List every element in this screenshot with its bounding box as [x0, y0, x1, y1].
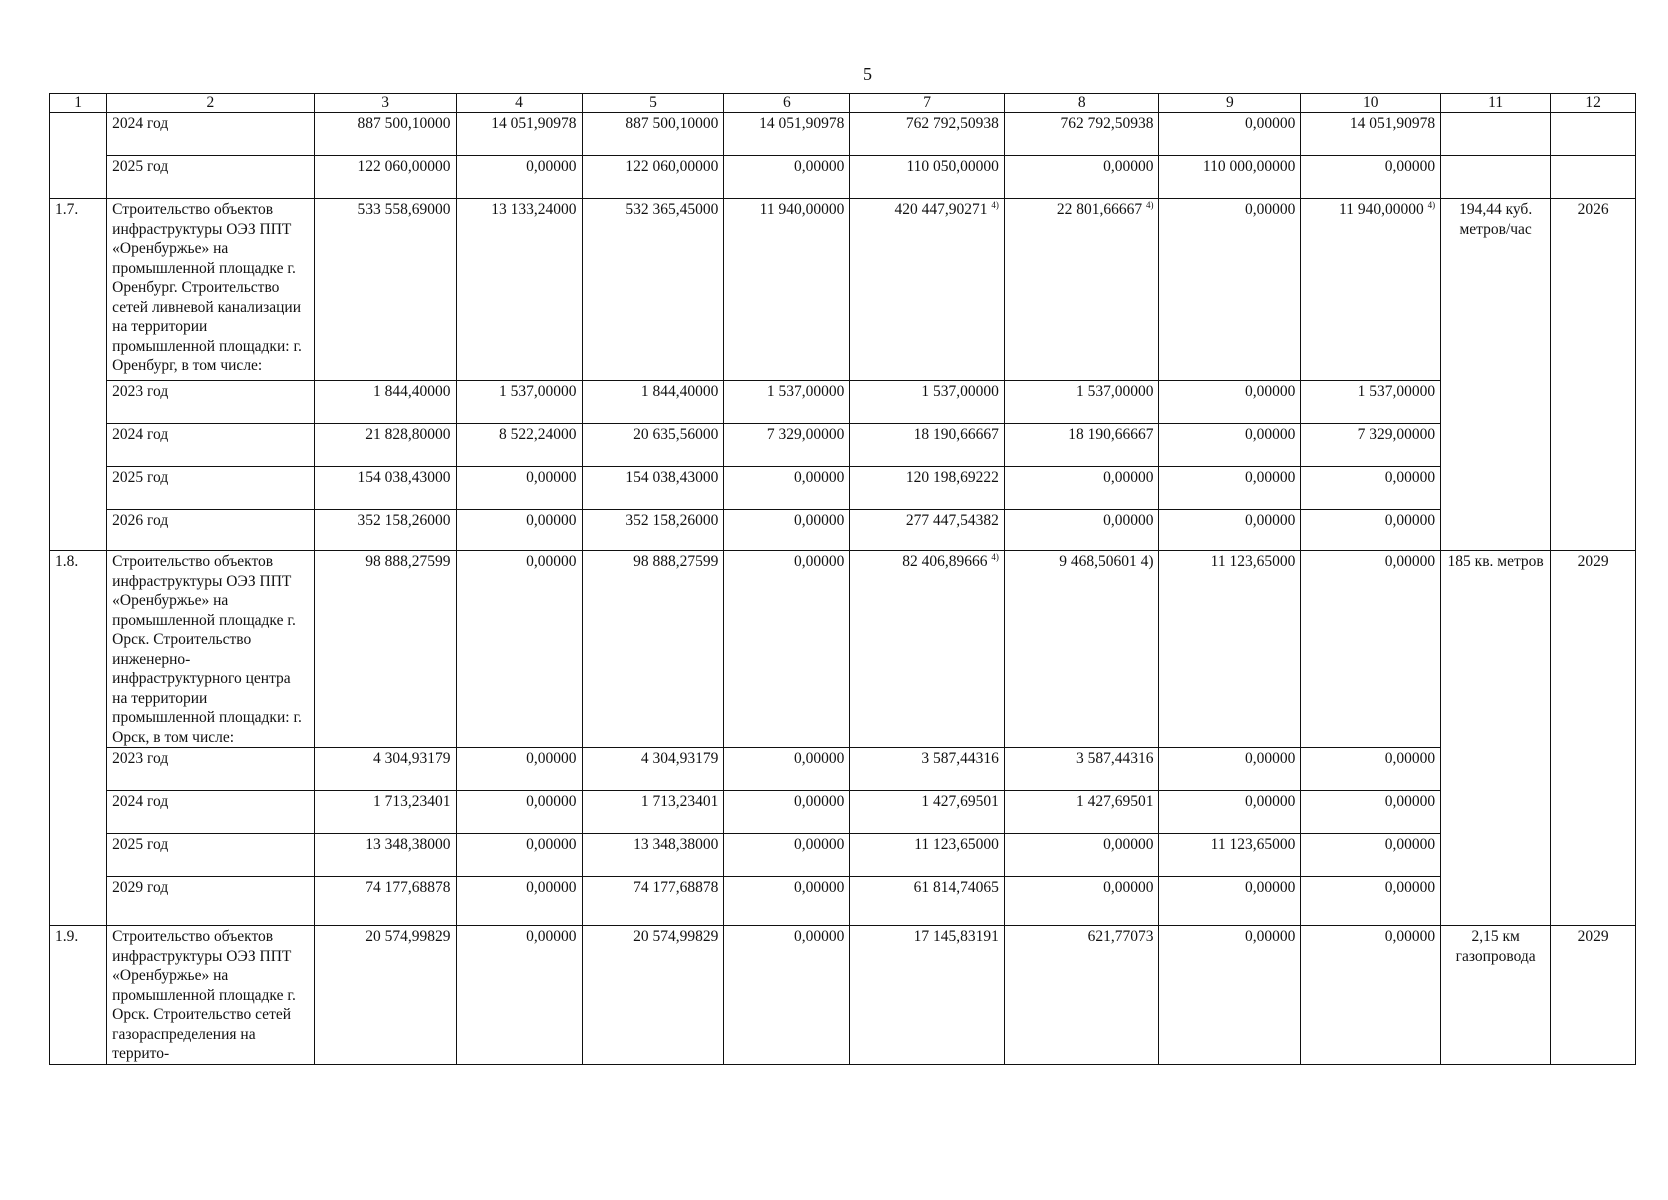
column-header: 8 — [1004, 94, 1159, 113]
value-cell: 0,00000 — [1301, 510, 1441, 551]
year-label: 2025 год — [107, 467, 315, 510]
value-cell: 0,00000 — [1159, 877, 1301, 926]
value-cell — [1004, 199, 1159, 381]
index-cell — [50, 113, 107, 199]
value-cell: 1 844,40000 — [582, 381, 724, 424]
value-cell: 762 792,50938 — [1004, 113, 1159, 156]
value-cell: 762 792,50938 — [850, 113, 1005, 156]
value-cell: 0,00000 — [1159, 113, 1301, 156]
value-cell: 532 365,45000 — [582, 199, 724, 381]
table-row — [50, 113, 1636, 156]
value-cell: 0,00000 — [1004, 510, 1159, 551]
value-cell: 277 447,54382 — [850, 510, 1005, 551]
value-cell: 0,00000 — [1301, 877, 1441, 926]
value-cell: 1 537,00000 — [456, 381, 582, 424]
column-header: 11 — [1441, 94, 1551, 113]
table-row — [50, 510, 1636, 551]
value-cell: 1 713,23401 — [314, 791, 456, 834]
value-cell: 0,00000 — [1004, 467, 1159, 510]
value-cell: 887 500,10000 — [314, 113, 456, 156]
column-header: 7 — [850, 94, 1005, 113]
value-cell: 0,00000 — [724, 748, 850, 791]
empty-cell — [1441, 113, 1551, 156]
column-header: 10 — [1301, 94, 1441, 113]
table-row — [50, 877, 1636, 926]
table-row — [50, 467, 1636, 510]
value-cell: 1 427,69501 — [850, 791, 1005, 834]
value-cell: 0,00000 — [456, 748, 582, 791]
value-cell: 18 190,66667 — [850, 424, 1005, 467]
value-cell: 18 190,66667 — [1004, 424, 1159, 467]
footnote-mark: 4) — [1145, 199, 1154, 210]
value-cell: 0,00000 — [1159, 199, 1301, 381]
value-cell: 9 468,50601 4) — [1004, 551, 1159, 748]
value-cell: 621,77073 — [1004, 926, 1159, 1065]
value-cell: 11 123,65000 — [1159, 551, 1301, 748]
value-cell: 13 133,24000 — [456, 199, 582, 381]
year-label: 2025 год — [107, 834, 315, 877]
empty-cell — [1551, 113, 1636, 156]
value-cell: 1 427,69501 — [1004, 791, 1159, 834]
value-cell: 0,00000 — [724, 510, 850, 551]
year-end-cell: 2026 — [1551, 199, 1636, 551]
value-cell: 98 888,27599 — [314, 551, 456, 748]
item-description: Строительство объектов инфраструктуры ОЭЗ ППТ «Оренбуржье» на промышленной площадке г. Оренбург. Строительство сетей ливневой канализации на территории промышленной площадки: г. Оренбург, в том числе: — [107, 199, 315, 381]
value-cell: 0,00000 — [456, 834, 582, 877]
value-cell: 0,00000 — [456, 156, 582, 199]
table-row — [50, 551, 1636, 748]
year-label: 2024 год — [107, 424, 315, 467]
value-cell: 13 348,38000 — [314, 834, 456, 877]
column-header: 4 — [456, 94, 582, 113]
footnote-mark: 4) — [991, 199, 999, 210]
table-row — [50, 424, 1636, 467]
value-cell: 17 145,83191 — [850, 926, 1005, 1065]
value-cell: 14 051,90978 — [1301, 113, 1441, 156]
column-numbers-row — [50, 94, 1636, 113]
value-cell: 0,00000 — [1159, 467, 1301, 510]
column-header: 3 — [314, 94, 456, 113]
value-cell: 20 574,99829 — [582, 926, 724, 1065]
value-cell: 0,00000 — [1159, 424, 1301, 467]
value-cell: 4 304,93179 — [582, 748, 724, 791]
value-cell: 20 635,56000 — [582, 424, 724, 467]
value-cell: 4 304,93179 — [314, 748, 456, 791]
column-header: 6 — [724, 94, 850, 113]
value-cell: 0,00000 — [456, 551, 582, 748]
column-header: 5 — [582, 94, 724, 113]
value-text: 420 447,90271 — [894, 201, 988, 218]
capacity-cell: 194,44 куб. метров/час — [1441, 199, 1551, 551]
value-cell: 0,00000 — [1301, 834, 1441, 877]
item-index: 1.7. — [50, 199, 107, 551]
value-cell: 0,00000 — [1301, 748, 1441, 791]
value-cell: 1 844,40000 — [314, 381, 456, 424]
empty-cell — [1441, 156, 1551, 199]
value-cell — [850, 551, 1005, 748]
footnote-mark: 4) — [991, 551, 999, 562]
year-label: 2026 год — [107, 510, 315, 551]
capacity-cell: 185 кв. метров — [1441, 551, 1551, 926]
value-cell: 0,00000 — [1301, 551, 1441, 748]
value-cell: 3 587,44316 — [1004, 748, 1159, 791]
year-label: 2025 год — [107, 156, 315, 199]
value-cell: 120 198,69222 — [850, 467, 1005, 510]
value-cell: 0,00000 — [1004, 156, 1159, 199]
year-label: 2023 год — [107, 748, 315, 791]
table-row — [50, 199, 1636, 381]
value-cell: 0,00000 — [1159, 748, 1301, 791]
value-cell: 110 000,00000 — [1159, 156, 1301, 199]
value-cell: 8 522,24000 — [456, 424, 582, 467]
value-cell: 1 537,00000 — [850, 381, 1005, 424]
value-cell: 1 713,23401 — [582, 791, 724, 834]
value-text: 22 801,66667 — [1056, 201, 1143, 218]
value-cell: 11 123,65000 — [850, 834, 1005, 877]
value-cell: 0,00000 — [724, 877, 850, 926]
value-cell — [850, 199, 1005, 381]
value-cell: 11 123,65000 — [1159, 834, 1301, 877]
table-row — [50, 926, 1636, 1065]
year-label: 2024 год — [107, 113, 315, 156]
year-label: 2023 год — [107, 381, 315, 424]
value-cell: 3 587,44316 — [850, 748, 1005, 791]
column-header: 2 — [107, 94, 315, 113]
table-row — [50, 834, 1636, 877]
value-cell: 7 329,00000 — [1301, 424, 1441, 467]
value-cell: 352 158,26000 — [314, 510, 456, 551]
value-cell: 14 051,90978 — [456, 113, 582, 156]
item-index: 1.8. — [50, 551, 107, 926]
year-label: 2029 год — [107, 877, 315, 926]
value-cell: 20 574,99829 — [314, 926, 456, 1065]
value-cell: 0,00000 — [1159, 510, 1301, 551]
value-cell: 74 177,68878 — [582, 877, 724, 926]
value-cell: 11 940,00000 — [724, 199, 850, 381]
value-text: 82 406,89666 — [902, 553, 988, 570]
value-cell: 533 558,69000 — [314, 199, 456, 381]
value-cell: 0,00000 — [456, 467, 582, 510]
value-cell: 352 158,26000 — [582, 510, 724, 551]
year-end-cell: 2029 — [1551, 926, 1636, 1065]
value-cell: 154 038,43000 — [582, 467, 724, 510]
value-cell — [1301, 199, 1441, 381]
value-cell: 0,00000 — [724, 834, 850, 877]
column-header: 9 — [1159, 94, 1301, 113]
value-cell: 0,00000 — [1301, 926, 1441, 1065]
value-cell: 0,00000 — [724, 551, 850, 748]
value-cell: 0,00000 — [1159, 791, 1301, 834]
table-row — [50, 156, 1636, 199]
value-cell: 74 177,68878 — [314, 877, 456, 926]
value-cell: 0,00000 — [456, 791, 582, 834]
footnote-mark: 4) — [1427, 199, 1436, 210]
table-row — [50, 381, 1636, 424]
value-cell: 0,00000 — [456, 926, 582, 1065]
value-cell: 61 814,74065 — [850, 877, 1005, 926]
value-cell: 0,00000 — [456, 877, 582, 926]
value-cell: 887 500,10000 — [582, 113, 724, 156]
budget-table — [49, 93, 1636, 1065]
column-header: 12 — [1551, 94, 1636, 113]
value-cell: 0,00000 — [1159, 381, 1301, 424]
value-cell: 0,00000 — [456, 510, 582, 551]
item-description: Строительство объектов инфраструктуры ОЭЗ ППТ «Оренбуржье» на промышленной площадке г. Орск. Строительство инженерно-инфраструктурного центра на территории промышленной площадки: г. Орск, в том числе: — [107, 551, 315, 748]
value-cell: 98 888,27599 — [582, 551, 724, 748]
table-row — [50, 791, 1636, 834]
value-cell: 122 060,00000 — [314, 156, 456, 199]
column-header: 1 — [50, 94, 107, 113]
item-description: Строительство объектов инфраструктуры ОЭЗ ППТ «Оренбуржье» на промышленной площадке г. Орск. Строительство сетей газораспределения на террито- — [107, 926, 315, 1065]
value-cell: 0,00000 — [1301, 467, 1441, 510]
value-cell: 14 051,90978 — [724, 113, 850, 156]
value-cell: 0,00000 — [724, 791, 850, 834]
year-label: 2024 год — [107, 791, 315, 834]
value-cell: 0,00000 — [1301, 156, 1441, 199]
empty-cell — [1551, 156, 1636, 199]
value-cell: 13 348,38000 — [582, 834, 724, 877]
value-cell: 7 329,00000 — [724, 424, 850, 467]
value-cell: 0,00000 — [1004, 834, 1159, 877]
page-number: 5 — [863, 64, 872, 84]
value-cell: 0,00000 — [1159, 926, 1301, 1065]
value-cell: 0,00000 — [1004, 877, 1159, 926]
value-cell: 110 050,00000 — [850, 156, 1005, 199]
item-index: 1.9. — [50, 926, 107, 1065]
value-cell: 1 537,00000 — [1004, 381, 1159, 424]
capacity-cell: 2,15 км газопровода — [1441, 926, 1551, 1065]
value-cell: 0,00000 — [724, 156, 850, 199]
value-cell: 21 828,80000 — [314, 424, 456, 467]
value-cell: 122 060,00000 — [582, 156, 724, 199]
value-cell: 154 038,43000 — [314, 467, 456, 510]
value-cell: 0,00000 — [1301, 791, 1441, 834]
value-cell: 0,00000 — [724, 467, 850, 510]
value-cell: 0,00000 — [724, 926, 850, 1065]
value-cell: 1 537,00000 — [724, 381, 850, 424]
table-row — [50, 748, 1636, 791]
value-cell: 1 537,00000 — [1301, 381, 1441, 424]
year-end-cell: 2029 — [1551, 551, 1636, 926]
value-text: 11 940,00000 — [1339, 201, 1424, 218]
